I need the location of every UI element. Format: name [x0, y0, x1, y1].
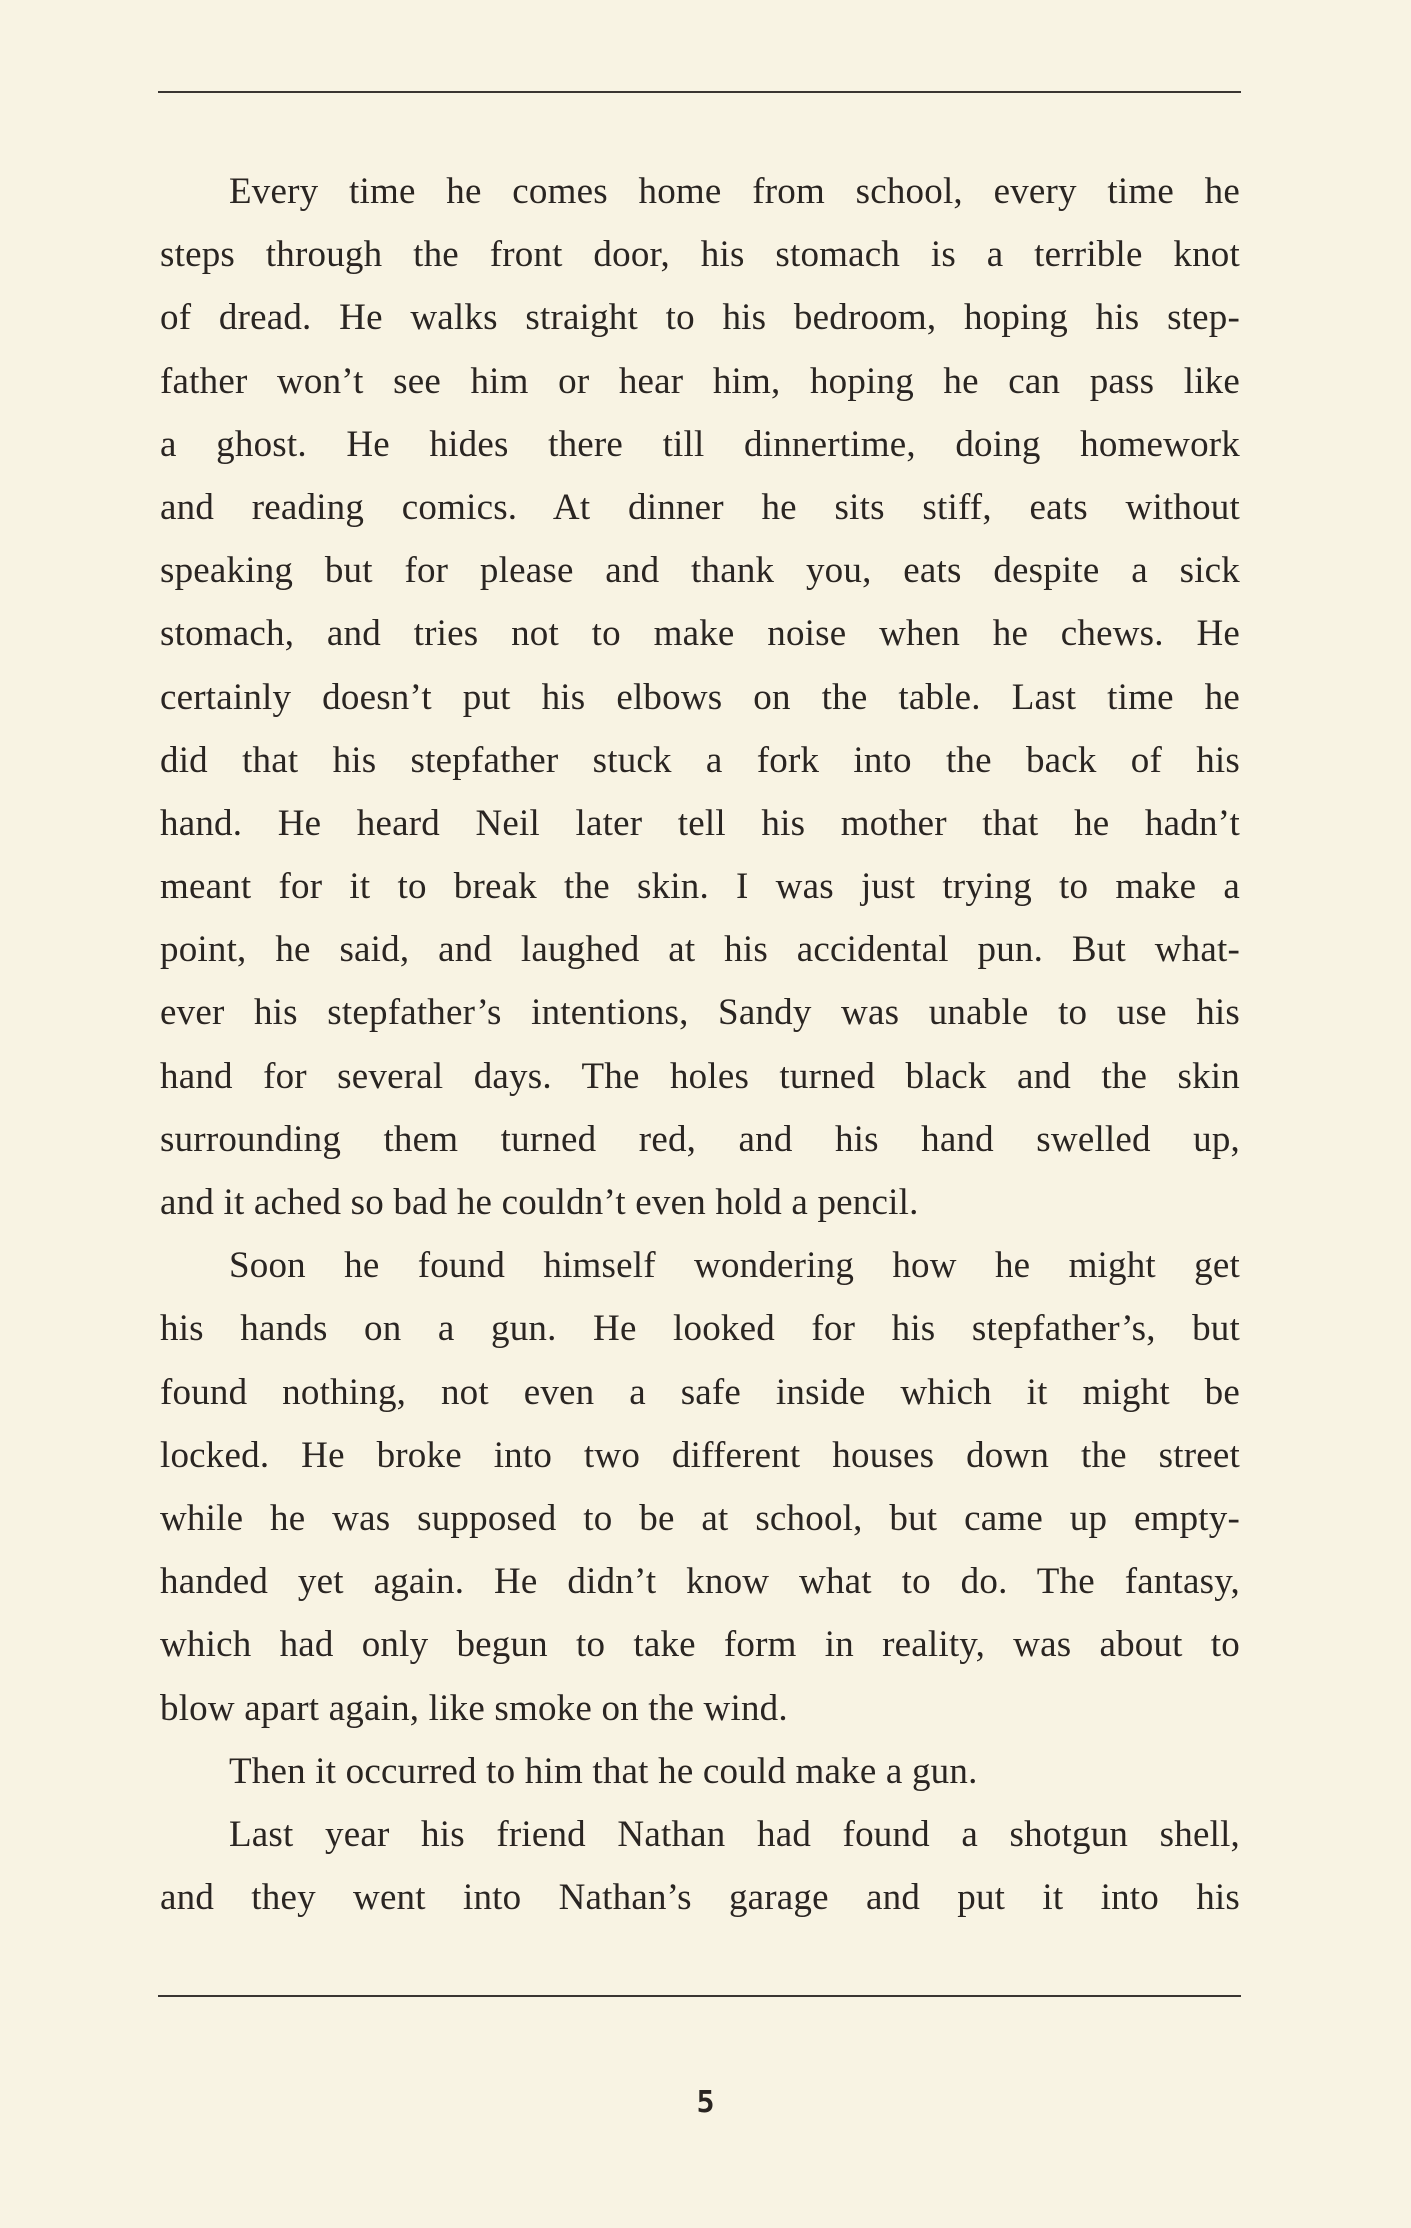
text-line: steps through the front door, his stomach is a terrible knot: [160, 234, 1240, 276]
text-line: surrounding them turned red, and his hand swelled up,: [160, 1118, 1240, 1160]
bottom-rule: [158, 1995, 1241, 1997]
body-text: [160, 160, 1240, 1929]
text-line: certainly doesn’t put his elbows on the table. Last time he: [160, 676, 1240, 718]
text-line: which had only begun to take form in reality, was about to: [160, 1624, 1240, 1666]
text-line: while he was supposed to be at school, but came up empty-: [160, 1497, 1240, 1539]
text-line: Every time he comes home from school, every time he: [229, 171, 1240, 212]
text-line: hand. He heard Neil later tell his mother that he hadn’t: [160, 802, 1240, 844]
text-line: his hands on a gun. He looked for his stepfather’s, but: [160, 1308, 1240, 1350]
text-line: Soon he found himself wondering how he might get: [229, 1245, 1240, 1287]
text-line: and it ached so bad he couldn’t even hold a pencil.: [160, 1182, 919, 1223]
text-line: Then it occurred to him that he could make a gun.: [229, 1750, 978, 1792]
text-line: blow apart again, like smoke on the wind.: [160, 1687, 788, 1729]
text-line: point, he said, and laughed at his accidental pun. But what-: [160, 929, 1240, 971]
text-line: locked. He broke into two different houses down the street: [160, 1434, 1240, 1476]
text-line: hand for several days. The holes turned black and the skin: [160, 1055, 1240, 1097]
text-line: a ghost. He hides there till dinnertime, doing homework: [160, 423, 1240, 465]
text-line: Last year his friend Nathan had found a shotgun shell,: [229, 1813, 1240, 1855]
text-line: father won’t see him or hear him, hoping he can pass like: [160, 360, 1240, 402]
top-rule: [158, 91, 1241, 93]
text-line: and they went into Nathan’s garage and put it into his: [160, 1877, 1240, 1919]
text-line: of dread. He walks straight to his bedroom, hoping his step-: [160, 297, 1240, 339]
text-line: meant for it to break the skin. I was just trying to make a: [160, 866, 1240, 908]
text-line: did that his stepfather stuck a fork into the back of his: [160, 739, 1240, 781]
text-line: found nothing, not even a safe inside which it might be: [160, 1371, 1240, 1413]
text-line: handed yet again. He didn’t know what to do. The fantasy,: [160, 1561, 1240, 1603]
page-number: 5: [696, 2085, 715, 2120]
text-line: and reading comics. At dinner he sits stiff, eats without: [160, 486, 1240, 528]
text-line: speaking but for please and thank you, eats despite a sick: [160, 550, 1240, 592]
text-line: ever his stepfather’s intentions, Sandy was unable to use his: [160, 992, 1240, 1034]
text-line: stomach, and tries not to make noise when he chews. He: [160, 613, 1240, 655]
